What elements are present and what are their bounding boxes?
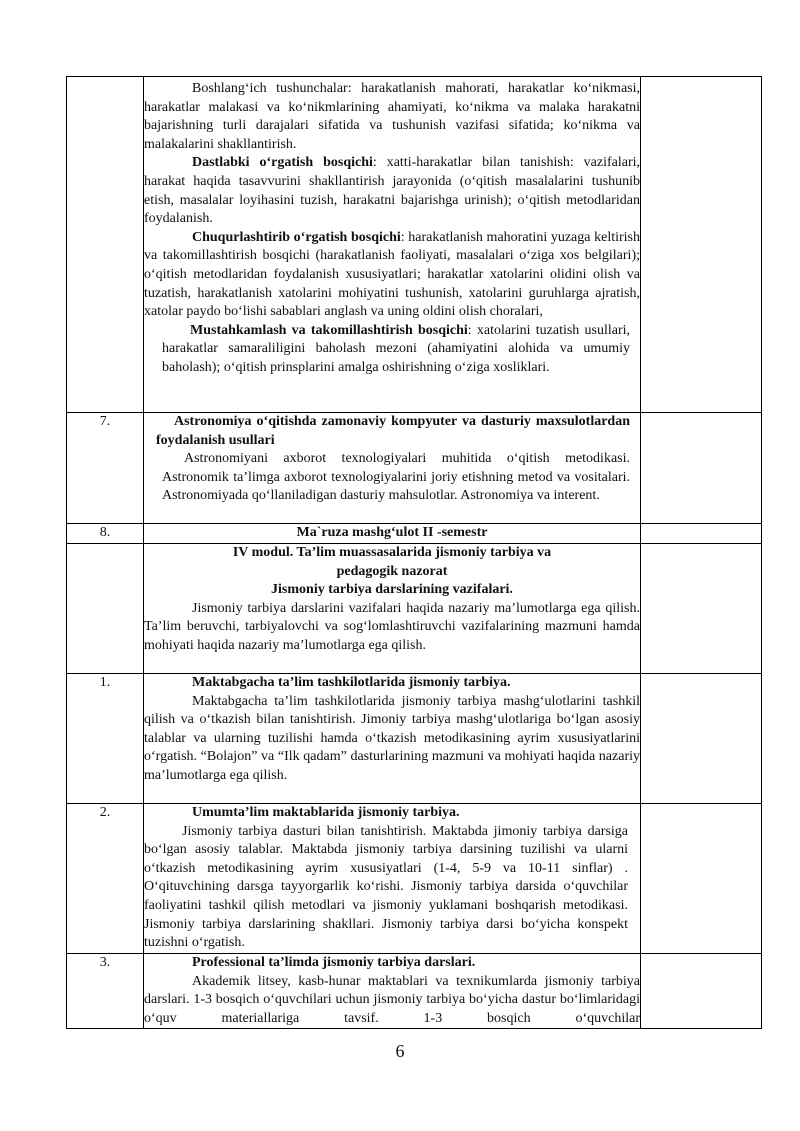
curriculum-table xyxy=(66,76,762,1029)
row-number: 2. xyxy=(67,804,144,954)
paragraph: Mustahkamlash va takomillashtirish bosqichi: xatolarini tuzatish usullari, harakatlar samaraliligini baholash mezoni (ahamiyatini alohida va umumiy baholash); o‘qitish prinsplarini amalga oshirishning o‘ziga xosliklari. xyxy=(162,322,630,375)
row-content xyxy=(144,674,641,804)
row-body: Jismoniy tarbiya darslarini vazifalari haqida nazariy ma’lumotlarga ega qilish. Ta’lim beruvchi, tarbiyalovchi va sog‘lomlashtiruvchi vazifalarining mazmuni hamda mohiyati haqida nazariy ma’lumotlarga ega qilish. xyxy=(144,600,640,653)
table-row xyxy=(67,954,762,1029)
table-row xyxy=(67,544,762,674)
row-title: Professional ta’limda jismoniy tarbiya darslari. xyxy=(192,955,476,970)
empty-cell xyxy=(641,544,762,674)
row-body: Akademik litsey, kasb-hunar maktablari va texnikumlarda jismoniy tarbiya darslari. 1-3 bosqich o‘quvchilari uchun jismoniy tarbiya bo‘yicha dastur bo‘limlaridagi o‘quv materiallariga tavsif. 1-3 bosqich o‘quvchilar xyxy=(144,973,640,1026)
row-number: 3. xyxy=(67,954,144,1029)
row-content xyxy=(144,413,641,524)
row-content xyxy=(144,524,641,544)
empty-cell xyxy=(641,954,762,1029)
row-number xyxy=(67,544,144,674)
row-title: Umumta’lim maktablarida jismoniy tarbiya. xyxy=(192,805,460,820)
row-content xyxy=(144,954,641,1029)
paragraph: Dastlabki o‘rgatish bosqichi: xatti-harakatlar bilan tanishish: vazifalari, harakat haqida tasavvurini shakllantirish jarayonida (o‘qitish masalalarini tushunib etish, masalalar loyihasini tuzish, harakatni bajarishga urinish); o‘qitish metodlaridan foydalanish. xyxy=(144,155,640,227)
row-body: Astronomiyani axborot texnologiyalari muhitida o‘qitish metodikasi. Astronomik ta’limga axborot texnologiyalarini joriy etishning metod va vositalari. Astronomiyada qo‘llaniladigan dasturiy mahsulotlar. Astronomiya va interent. xyxy=(162,451,630,504)
table-row xyxy=(67,674,762,804)
page-number: 6 xyxy=(395,1041,405,1061)
empty-cell xyxy=(641,413,762,524)
paragraph: Chuqurlashtirib o‘rgatish bosqichi: harakatlanish mahoratini yuzaga keltirish va takomillashtirish bosqichi (harakatlanish faoliyati, masalalari o‘ziga xos belgilari); o‘qitish metodlaridan foydalanish xususiyatlari; harakatlar xatolarini olidini olish va tuzatish, harakatlanish xatolarini mohiyatini tushunish, xatolarini guruhlarga ajratish, xatolar paydo bo‘lishi sabablari anglash va uning oldini olish choralari, xyxy=(144,229,640,320)
row-body: Jismoniy tarbiya dasturi bilan tanishtirish. Maktabda jimoniy tarbiya darsiga bo‘lgan asosiy talablar. Maktabda jismoniy tarbiya darsining tuzilishi va ularni o‘tkazish metodikasining ayrim xususiyatlari (1-4, 5-9 va 10-11 sinflar) . O‘qituvchining darsga tayyorgarlik ko‘rishi. Jismoniy tarbiya darsida o‘quvchilar faoliyatini tashkil qilish metodlari va jismoniy yuklamani boshqarish metodikasi. Jismoniy tarbiya darslarining shakllari. Jismoniy tarbiya darsi bo‘yicha konspekt tuzishni o‘rgatish. xyxy=(144,823,628,951)
row-title: Ma`ruza mashg‘ulot II -semestr xyxy=(296,525,488,540)
row-number: 1. xyxy=(67,674,144,804)
row-number xyxy=(67,77,144,413)
row-title: Maktabgacha ta’lim tashkilotlarida jismoniy tarbiya. xyxy=(192,675,511,690)
table-row xyxy=(67,77,762,413)
paragraph: Boshlang‘ich tushunchalar: harakatlanish mahorati, harakatlar ko‘nikmasi, harakatlar malakasi va ko‘nikmlarining ahamiyati, ko‘nikma va malaka harakatni bajarishning turli darajalari sifatida va tushunish vazifasi sifatida; ko‘nikma va malakalarini shakllantirish. xyxy=(144,81,640,152)
table-row xyxy=(67,413,762,524)
row-number: 7. xyxy=(67,413,144,524)
empty-cell xyxy=(641,524,762,544)
module-title: IV modul. Ta’lim muassasalarida jismoniy tarbiya va pedagogik nazorat xyxy=(232,545,552,579)
row-title: Astronomiya o‘qitishda zamonaviy kompyuter va dasturiy maxsulotlardan foydalanish usullari xyxy=(156,414,630,448)
empty-cell xyxy=(641,804,762,954)
table-row xyxy=(67,524,762,544)
row-body: Maktabgacha ta’lim tashkilotlarida jismoniy tarbiya mashg‘ulotlarini tashkil qilish va o‘tkazish bilan tanishtirish. Jimoniy tarbiya mashg‘ulotlariga bo‘lgan asosiy talablar va ularning tuzilishi hamda o‘tkazish metodikasining ayrim xususiyatlarini o‘rgatish. “Bolajon” va “Ilk qadam” dasturlarining mazmuni va mohiyati haqida nazariy ma’lumotlarga ega qilish. xyxy=(144,693,640,783)
row-subtitle: Jismoniy tarbiya darslarining vazifalari. xyxy=(271,582,513,598)
row-content xyxy=(144,77,641,413)
empty-cell xyxy=(641,674,762,804)
row-content xyxy=(144,804,641,954)
table-row xyxy=(67,804,762,954)
empty-cell xyxy=(641,77,762,413)
row-number: 8. xyxy=(67,524,144,544)
row-content xyxy=(144,544,641,674)
